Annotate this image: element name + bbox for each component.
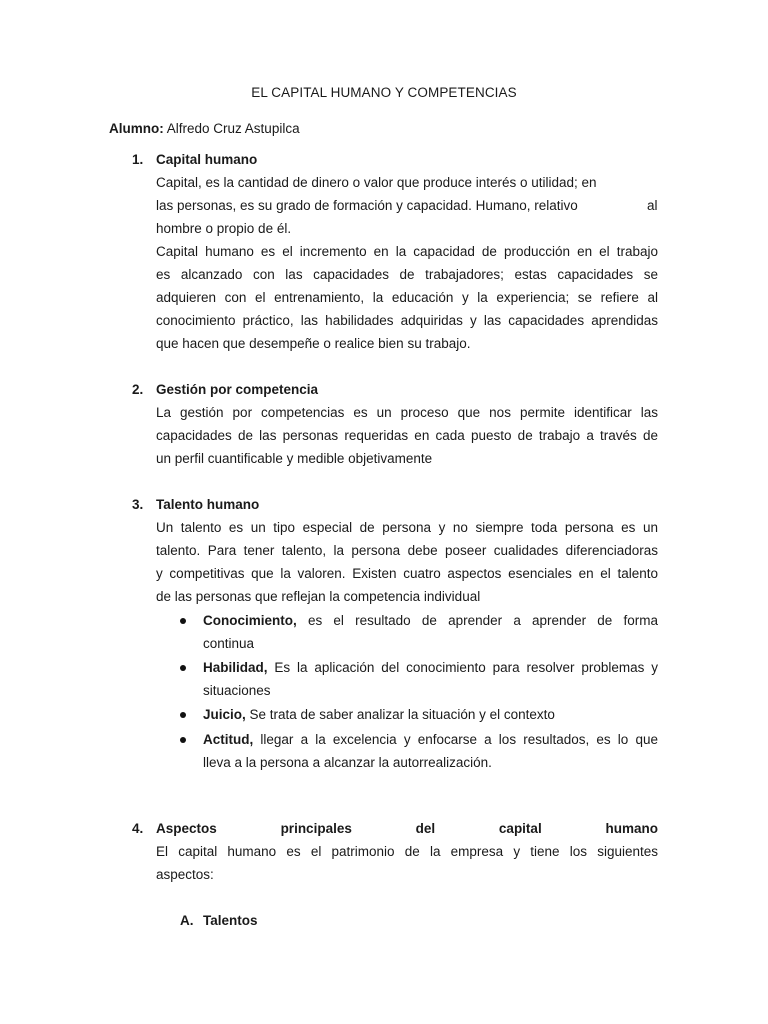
paragraph-line: Capital, es la cantidad de dinero o valor que produce interés o utilidad; en	[156, 175, 597, 190]
paragraph-line: aspectos:	[156, 867, 214, 882]
bullet-icon	[180, 618, 186, 624]
paragraph-line: conocimiento práctico, las habilidades adquiridas y las capacidades aprendidas	[156, 313, 658, 328]
section-number: 4.	[132, 821, 144, 836]
paragraph-line: El capital humano es el patrimonio de la empresa y tiene los siguientes	[156, 844, 658, 859]
bullet-item-line	[203, 733, 658, 747]
section-heading: Talento humano	[156, 497, 260, 512]
student-name: Alfredo Cruz Astupilca	[166, 121, 300, 136]
paragraph-line: adquieren con el entrenamiento, la educación y la experiencia; se refiere al	[156, 290, 658, 305]
subsection-letter: A.	[180, 913, 194, 928]
bullet-text: es el resultado de aprender a aprender de forma	[296, 613, 658, 628]
heading-word: del	[415, 821, 436, 836]
bullet-term: Conocimiento,	[203, 613, 297, 628]
paragraph-line: capacidades de las personas requeridas en cada puesto de trabajo a través de	[156, 428, 658, 443]
page-title: EL CAPITAL HUMANO Y COMPETENCIAS	[251, 85, 517, 100]
section-heading: Gestión por competencia	[156, 382, 319, 397]
paragraph-line-tail: al	[647, 198, 658, 213]
bullet-icon	[180, 712, 186, 718]
bullet-text: Es la aplicación del conocimiento para resolver problemas y	[267, 660, 658, 675]
bullet-text: llegar a la excelencia y enfocarse a los resultados, es lo que	[253, 732, 658, 747]
bullet-term: Juicio,	[203, 707, 246, 722]
bullet-item-line	[203, 614, 658, 628]
paragraph-line: es alcanzado con las capacidades de trabajadores; estas capacidades se	[156, 267, 658, 282]
paragraph-line: de las personas que reflejan la competencia individual	[156, 589, 481, 604]
paragraph-line: que hacen que desempeñe o realice bien su trabajo.	[156, 336, 471, 351]
bullet-icon	[180, 665, 186, 671]
paragraph-line: y competitivas que la valoren. Existen cuatro aspectos esenciales en el talento	[156, 566, 658, 581]
student-label: Alumno:	[109, 121, 164, 136]
bullet-text: Se trata de saber analizar la situación y el contexto	[245, 707, 555, 722]
section-number: 2.	[132, 382, 144, 397]
section-number: 3.	[132, 497, 144, 512]
subsection-heading: Talentos	[203, 913, 258, 928]
bullet-item-line	[203, 708, 555, 722]
bullet-item-line: continua	[203, 636, 255, 651]
heading-word: capital	[498, 821, 542, 836]
paragraph-line: las personas, es su grado de formación y capacidad. Humano, relativo	[156, 198, 578, 213]
bullet-term: Habilidad,	[203, 660, 268, 675]
paragraph-line: Capital humano es el incremento en la capacidad de producción en el trabajo	[156, 244, 658, 259]
paragraph-line: un perfil cuantificable y medible objetivamente	[156, 451, 433, 466]
bullet-icon	[180, 737, 186, 743]
paragraph-line: hombre o propio de él.	[156, 221, 292, 236]
paragraph-line: talento. Para tener talento, la persona debe poseer cualidades diferenciadoras	[156, 543, 658, 558]
student-line	[109, 122, 300, 136]
section-heading: Capital humano	[156, 152, 258, 167]
heading-word: Aspectos	[156, 821, 217, 836]
heading-word: humano	[605, 821, 658, 836]
section-number: 1.	[132, 152, 144, 167]
bullet-item-line: lleva a la persona a alcanzar la autorrealización.	[203, 755, 492, 770]
bullet-term: Actitud,	[203, 732, 254, 747]
bullet-item-line	[203, 661, 658, 675]
paragraph-line: La gestión por competencias es un proceso que nos permite identificar las	[156, 405, 658, 420]
bullet-item-line: situaciones	[203, 683, 271, 698]
section-heading	[156, 822, 658, 836]
heading-word: principales	[280, 821, 352, 836]
paragraph-line: Un talento es un tipo especial de persona y no siempre toda persona es un	[156, 520, 658, 535]
